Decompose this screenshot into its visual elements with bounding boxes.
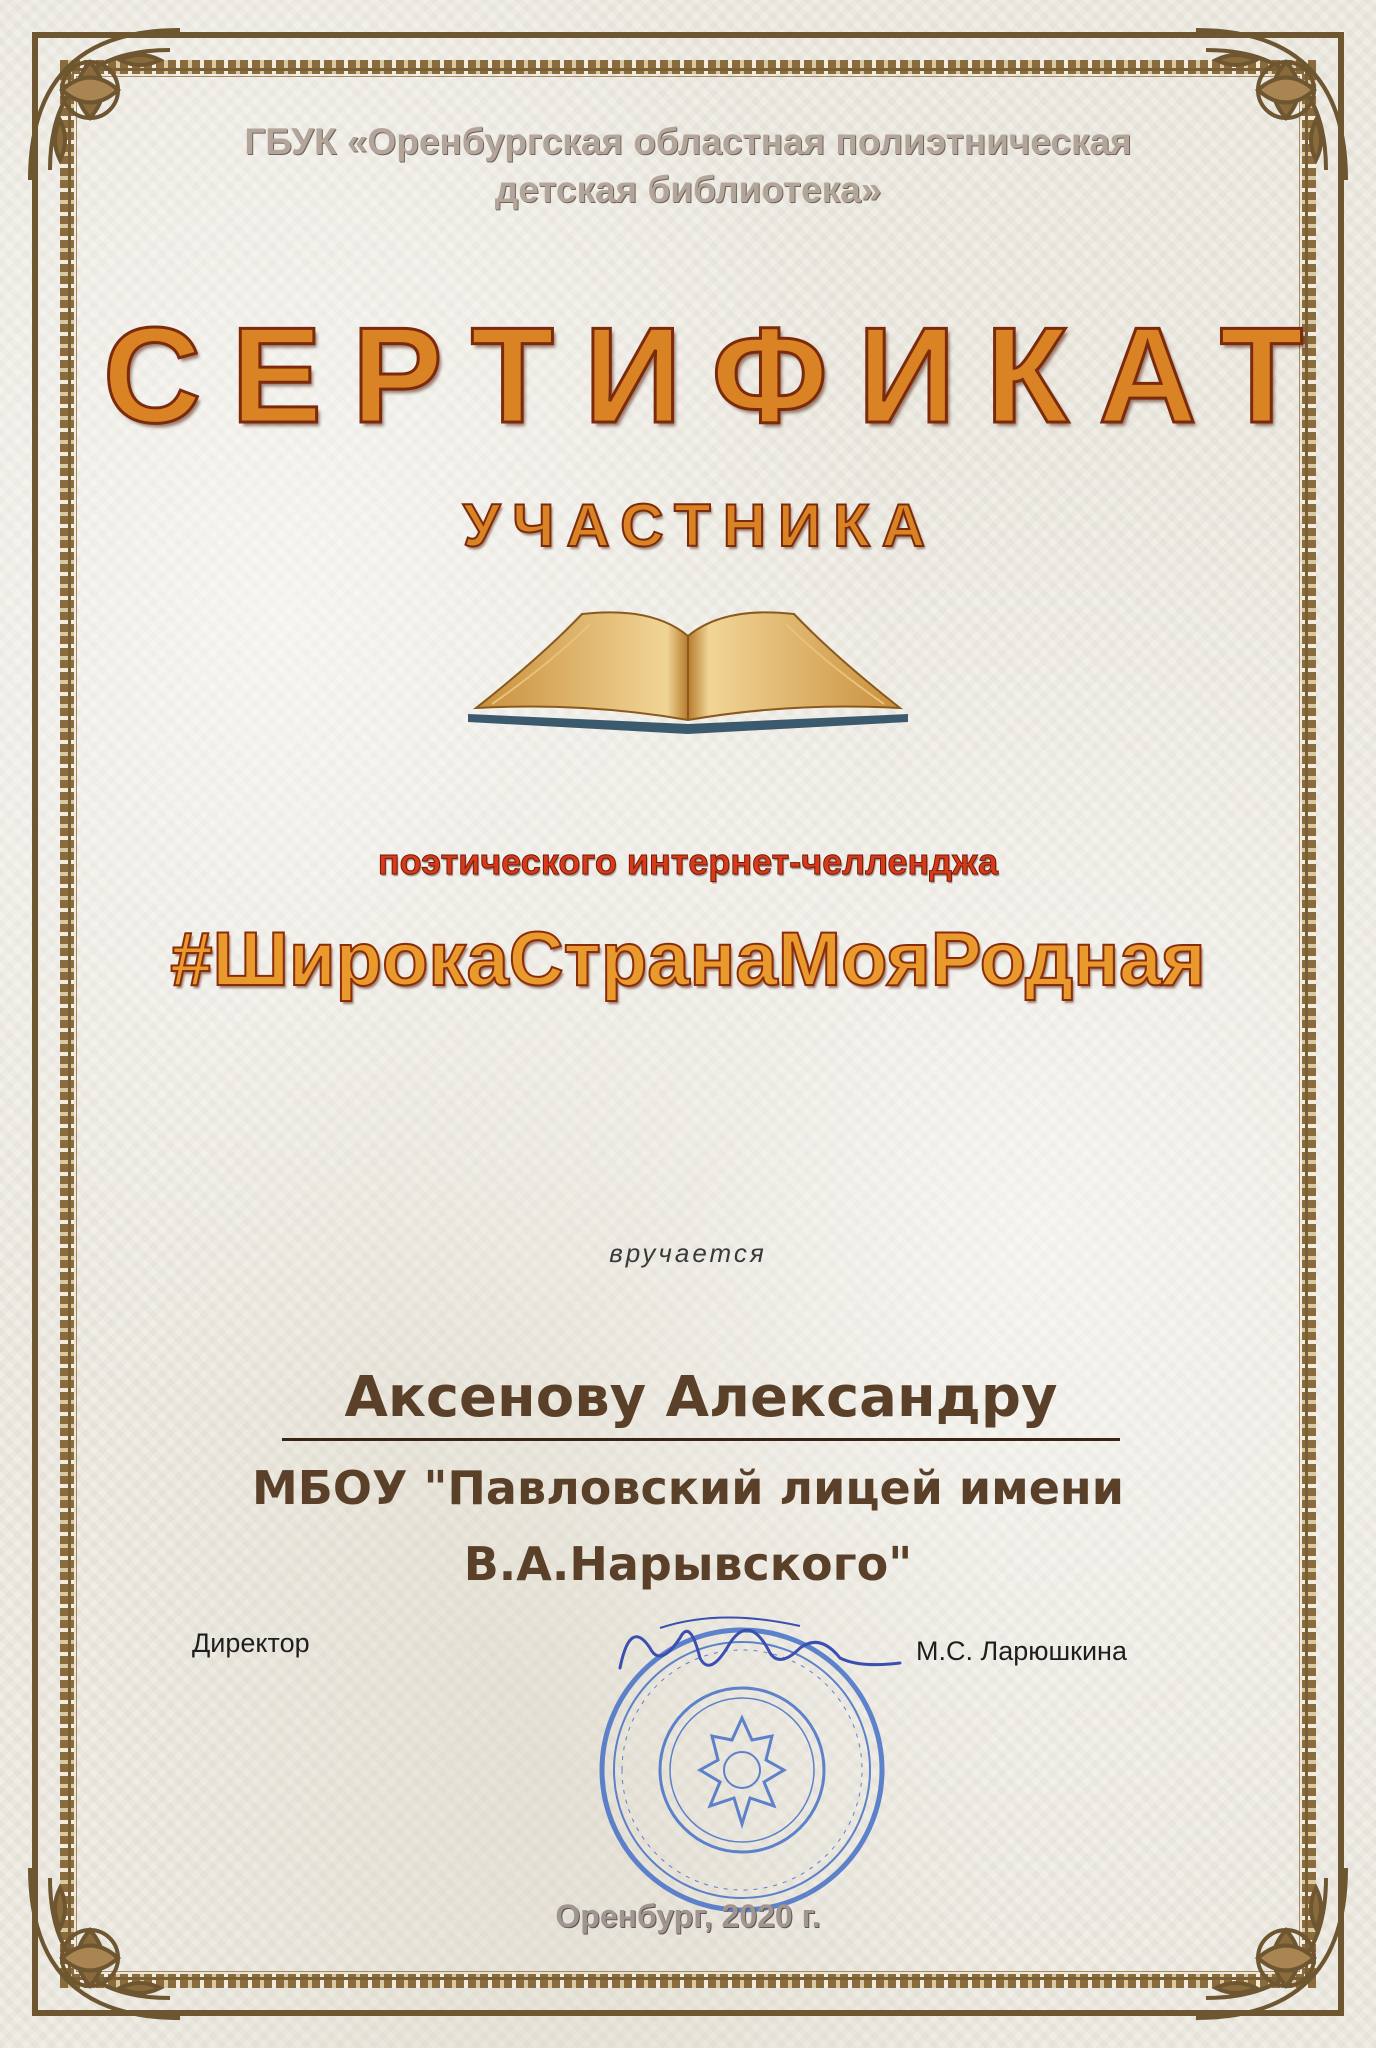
director-label: Директор (192, 1628, 310, 1658)
corner-ornament-icon (20, 1858, 190, 2028)
corner-ornament-icon (1186, 1858, 1356, 2028)
organization-line-1: ГБУК «Оренбургская областная полиэтническая (244, 121, 1132, 162)
recipient-name: Аксенову Александру (282, 1362, 1120, 1441)
certificate-title: СЕРТИФИКАТ (102, 299, 1334, 451)
director-name: М.С. Ларюшкина (916, 1636, 1127, 1666)
event-hashtag: #ШирокаСтранаМояРодная (170, 917, 1206, 1002)
organization-name (0, 118, 1376, 214)
event-description: поэтического интернет-челленджа (377, 841, 999, 882)
handwritten-signature (600, 1608, 920, 1698)
school-name (0, 1450, 1376, 1602)
organization-line-2: детская библиотека» (494, 169, 882, 210)
certificate-subtitle: УЧАСТНИКА (462, 492, 938, 559)
city-and-year: Оренбург, 2020 г. (555, 1898, 821, 1934)
school-line-1: МБОУ "Павловский лицей имени (252, 1461, 1124, 1515)
open-book-icon (462, 596, 914, 736)
school-line-2: В.А.Нарывского" (463, 1537, 913, 1591)
presented-label: вручается (609, 1238, 767, 1268)
